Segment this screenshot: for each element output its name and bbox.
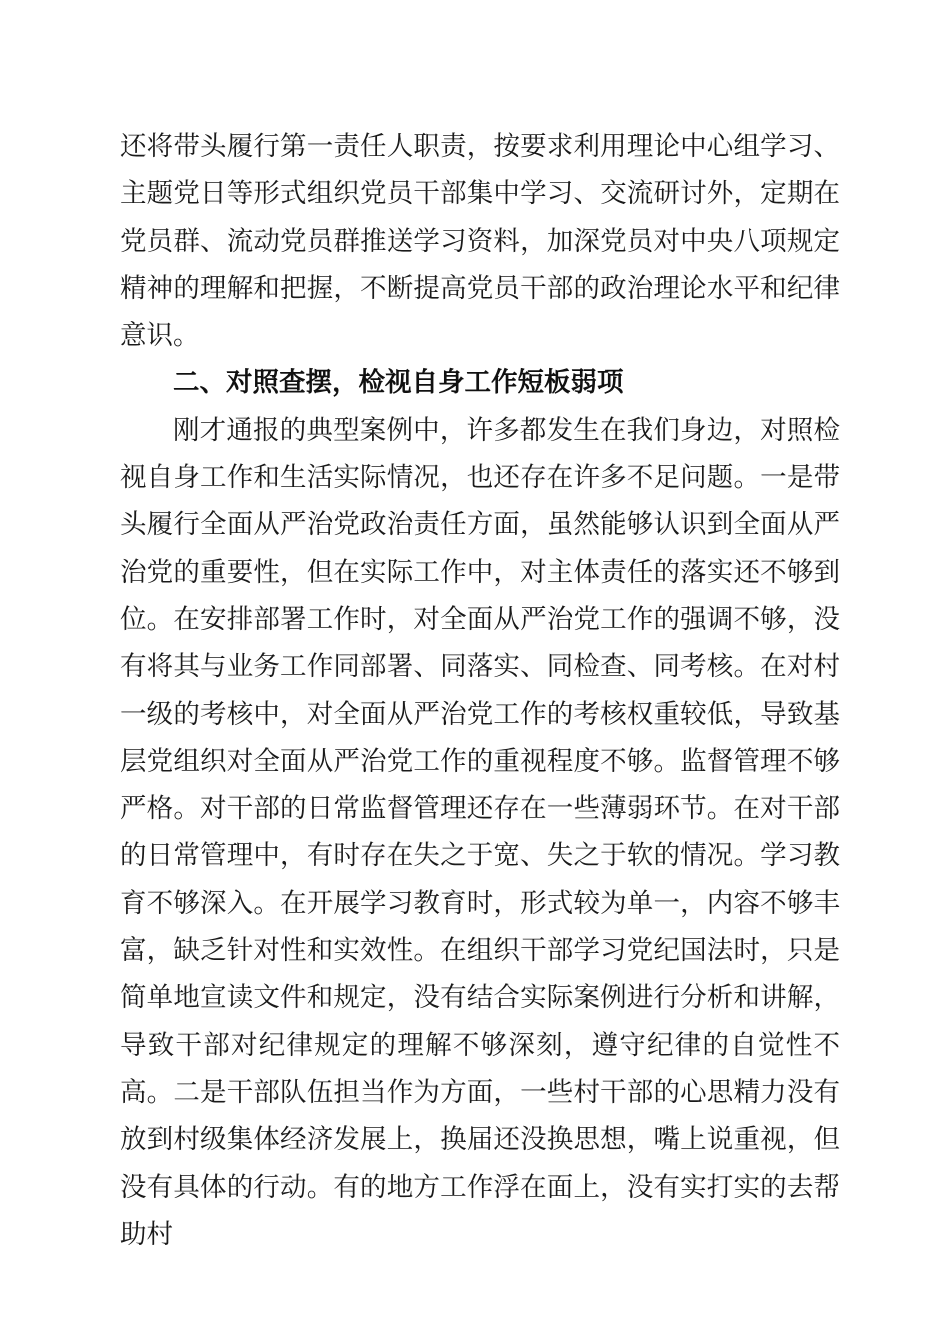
section-heading: 二、对照查摆，检视自身工作短板弱项 xyxy=(173,367,624,399)
document-body xyxy=(120,123,840,1258)
paragraph-continued: 还将带头履行第一责任人职责，按要求利用理论中心组学习、主题党日等形式组织党员干部集中学习、交流研讨外，定期在党员群、流动党员群推送学习资料，加深党员对中央八项规定精神的理解和把握，不断提高党员干部的政治理论水平和纪律意识。 xyxy=(120,131,840,352)
paragraph-main: 刚才通报的典型案例中，许多都发生在我们身边，对照检视自身工作和生活实际情况，也还存在许多不足问题。一是带头履行全面从严治党政治责任方面，虽然能够认识到全面从严治党的重要性，但在实际工作中，对主体责任的落实还不够到位。在安排部署工作时，对全面从严治党工作的强调不够，没有将其与业务工作同部署、同落实、同检查、同考核。在对村一级的考核中，对全面从严治党工作的考核权重较低，导致基层党组织对全面从严治党工作的重视程度不够。监督管理不够严格。对干部的日常监督管理还存在一些薄弱环节。在对干部的日常管理中，有时存在失之于宽、失之于软的情况。学习教育不够深入。在开展学习教育时，形式较为单一，内容不够丰富，缺乏针对性和实效性。在组织干部学习党纪国法时，只是简单地宣读文件和规定，没有结合实际案例进行分析和讲解，导致干部对纪律规定的理解不够深刻，遵守纪律的自觉性不高。二是干部队伍担当作为方面，一些村干部的心思精力没有放到村级集体经济发展上，换届还没换思想，嘴上说重视，但没有具体的行动。有的地方工作浮在面上，没有实打实的去帮助村 xyxy=(120,414,840,1250)
